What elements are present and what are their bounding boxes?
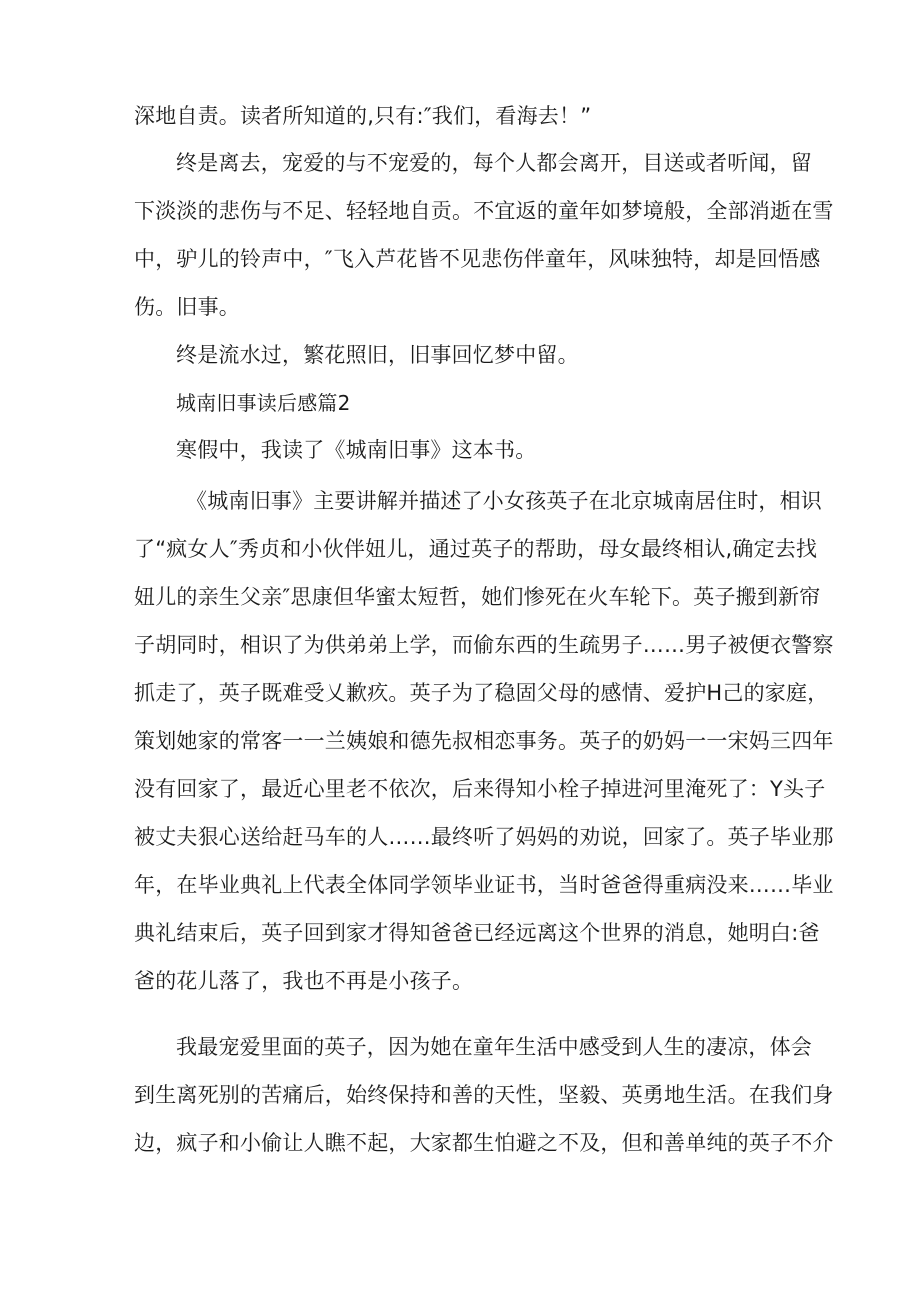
text-line: 爸的花儿落了，我也不再是小孩子。 — [134, 969, 474, 993]
text-line: 终是流水过，繁花照旧，旧事回忆梦中留。 — [176, 343, 579, 367]
text-line: 策划她家的常客一一兰姨娘和德先叔相恋事务。英子的奶妈一一宋妈三四年 — [134, 729, 834, 753]
text-line: 妞儿的亲生父亲″思康但华蜜太短哲，她们惨死在火车轮下。英子搬到新帘 — [134, 585, 821, 609]
text-line: 典礼结束后，英子回到家才得知爸爸已经远离这个世界的消息，她明白:爸 — [134, 921, 820, 945]
text-line: 被丈夫狠心送给赶马车的人……最终听了妈妈的劝说，回家了。英子毕业那 — [134, 825, 834, 849]
text-line: 抓走了，英子既难受乂歉疚。英子为了稳固父母的感情、爱护H己的家庭， — [134, 681, 829, 705]
text-line: 深地自责。读者所知道的,只有:″我们，看海去！” — [134, 104, 592, 128]
text-line: 边，疯子和小偷让人瞧不起，大家都生怕避之不及，但和善单纯的英子不介 — [134, 1131, 834, 1155]
text-line: 没有回家了，最近心里老不依次，后来得知小栓子掉进河里淹死了：Y头子 — [134, 777, 826, 801]
text-line: 下淡淡的悲伤与不足、轻轻地自贡。不宜返的童年如梦境般，全部消逝在雪 — [134, 199, 834, 223]
text-line: 《城南旧事》主要讲解并描述了小女孩英子在北京城南居住时，相识 — [186, 489, 822, 513]
text-line: 伤。旧事。 — [134, 295, 240, 319]
text-line: 终是离去，宠爱的与不宠爱的，每个人都会离开，目送或者听闻，留 — [176, 151, 812, 175]
section-heading: 城南旧事读后感篇2 — [176, 391, 351, 415]
text-line: 到生离死别的苦痛后，始终保持和善的天性，坚毅、英勇地生活。在我们身 — [134, 1083, 834, 1107]
text-line: 了“疯女人″秀贞和小伙伴妞儿，通过英子的帮助，母女最终相认,确定去找 — [134, 537, 818, 561]
text-line: 子胡同时，相识了为供弟弟上学，而偷东西的生疏男子……男子被便衣警察 — [134, 633, 834, 657]
text-line: 年，在毕业典礼上代表全体同学领毕业证书，当时爸爸得重病没来……毕业 — [134, 873, 834, 897]
text-line: 我最宠爱里面的英子，因为她在童年生活中感受到人生的凄凉，体会 — [176, 1035, 812, 1059]
text-line: 寒假中，我读了《城南旧事》这本书。 — [176, 438, 537, 462]
text-line: 中，驴儿的铃声中，″飞入芦花皆不见悲伤伴童年，风味独特，却是回悟感 — [134, 247, 821, 271]
